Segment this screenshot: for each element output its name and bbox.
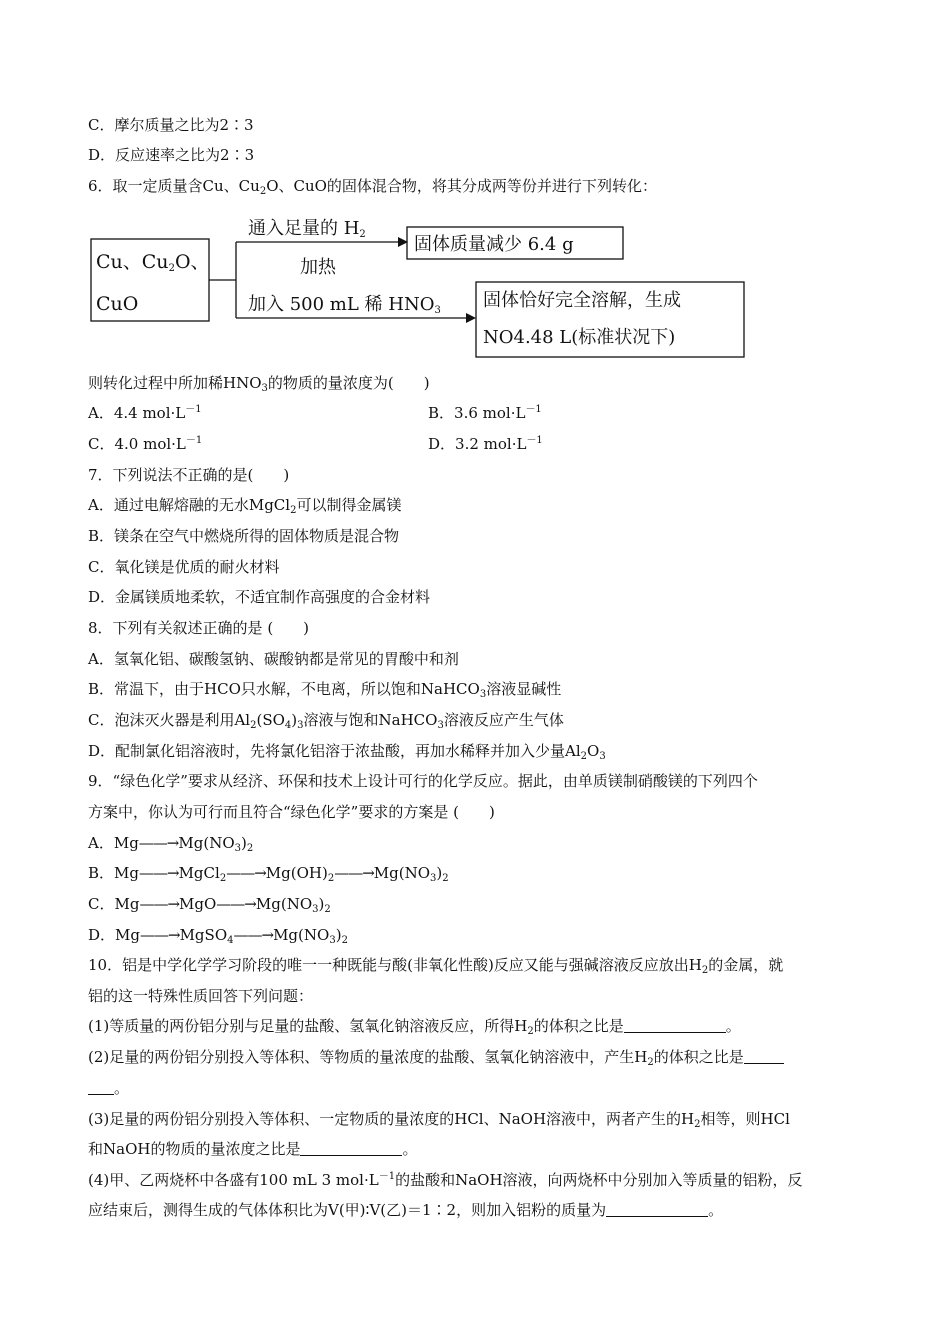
q7-option-d: D．金属镁质地柔软，不适宜制作高强度的合金材料: [88, 588, 431, 606]
q10-part1: (1)等质量的两份铝分别与足量的盐酸、氢氧化钠溶液反应，所得$H_2$的体积之比是 。: [88, 1017, 741, 1037]
q9-option-b: B．$Mg——\to MgCl_2——\to Mg(OH)_2——\to Mg(NO_3)_2$: [88, 864, 449, 884]
q6-option-c: C．4.0 $mol\cdot L^{-1}$: [88, 435, 203, 453]
q10-part2: (2)足量的两份铝分别投入等体积、等物质的量浓度的盐酸、氢氧化钠溶液中，产生$H_2$的体积之比是: [88, 1046, 784, 1068]
q6-flow-diagram: [88, 213, 748, 363]
result-top-box: 固体质量减少 6.4 g: [414, 234, 574, 255]
q10-part2-cont: 。: [88, 1077, 129, 1099]
q6-option-a: A．4.4 $mol\cdot L^{-1}$: [88, 404, 202, 422]
q9-option-c: C．$Mg——\to MgO——\to Mg(NO_3)_2$: [88, 895, 331, 915]
q10-stem-line2: 铝的这一特殊性质回答下列问题：: [88, 987, 314, 1005]
heat-label: 加热: [300, 257, 336, 278]
q10-part4: (4)甲、乙两烧杯中各盛有100 mL 3 $mol\cdot L^{-1}$的盐酸和NaOH溶液，向两烧杯中分别加入等质量的铝粉，反: [88, 1171, 803, 1189]
answer-blank-3[interactable]: [300, 1141, 402, 1156]
q9-stem-line2: 方案中，你认为可行而且符合“绿色化学”要求的方案是 ( ): [88, 803, 495, 821]
answer-blank-1[interactable]: [624, 1018, 726, 1033]
q10-stem-line1: 10．铝是中学化学学习阶段的唯一一种既能与酸(非氧化性酸)反应又能与强碱溶液反应放出$H_2$的金属，就: [88, 956, 784, 976]
q7-option-a: A．通过电解熔融的无水MgCl$_2$可以制得金属镁: [88, 496, 402, 516]
q10-part3-cont: 和NaOH的物质的量浓度之比是 。: [88, 1140, 418, 1158]
q8-option-a: A．氢氧化铝、碳酸氢钠、碳酸钠都是常见的胃酸中和剂: [88, 650, 459, 668]
q8-option-b: B．常温下，由于HCO只水解，不电离，所以饱和NaHCO$_3$溶液显碱性: [88, 680, 562, 700]
q5-option-c: C．摩尔质量之比为2∶3: [88, 116, 254, 134]
q8-stem: 8．下列有关叙述正确的是 ( ): [88, 619, 310, 637]
q8-option-d: D．配制氯化铝溶液时，先将氯化铝溶于浓盐酸，再加水稀释并加入少量$Al_2O_3$: [88, 742, 606, 762]
result-bottom-line2: NO4.48 L(标准状况下): [483, 327, 676, 348]
q5-option-d: D．反应速率之比为2∶3: [88, 146, 255, 164]
reactant-box-line1: Cu、$Cu_2O$、: [96, 251, 210, 274]
q9-option-a: A．$Mg——\to Mg(NO_3)_2$: [88, 834, 254, 854]
q6-stem: 6．取一定质量含Cu、$Cu_2O$、CuO的固体混合物，将其分成两等份并进行下列转化：: [88, 177, 657, 197]
q6-option-d: D．3.2 $mol\cdot L^{-1}$: [428, 435, 543, 453]
answer-blank-4[interactable]: [606, 1202, 708, 1217]
bottom-condition-label: 加入 500 mL 稀 $HNO_3$: [248, 294, 441, 316]
result-bottom-line1: 固体恰好完全溶解，生成: [483, 290, 681, 311]
q10-part4-cont: 应结束后，测得生成的气体体积比为V(甲)∶V(乙)＝1∶2，则加入铝粉的质量为 。: [88, 1201, 724, 1219]
answer-blank-2b[interactable]: [88, 1080, 114, 1095]
top-condition-label: 通入足量的 $H_2$: [248, 218, 366, 240]
reactant-box-line2: CuO: [96, 293, 139, 315]
q6-question: 则转化过程中所加稀$HNO_3$的物质的量浓度为( ): [88, 374, 430, 394]
q9-option-d: D．$Mg——\to MgSO_4——\to Mg(NO_3)_2$: [88, 926, 348, 946]
q6-option-b: B．3.6 $mol\cdot L^{-1}$: [428, 404, 542, 422]
q10-part3: (3)足量的两份铝分别投入等体积、一定物质的量浓度的HCl、NaOH溶液中，两者产生的$H_2$相等，则HCl: [88, 1110, 790, 1130]
q7-option-b: B．镁条在空气中燃烧所得的固体物质是混合物: [88, 527, 400, 545]
q8-option-c: C．泡沫灭火器是利用$Al_2(SO_4)_3$溶液与饱和NaHCO$_3$溶液反应产生气体: [88, 711, 564, 731]
q7-stem: 7．下列说法不正确的是( ): [88, 466, 290, 484]
q7-option-c: C．氧化镁是优质的耐火材料: [88, 558, 280, 576]
q9-stem-line1: 9．“绿色化学”要求从经济、环保和技术上设计可行的化学反应。据此，由单质镁制硝酸镁的下列四个: [88, 772, 758, 790]
answer-blank-2a[interactable]: [744, 1049, 784, 1064]
